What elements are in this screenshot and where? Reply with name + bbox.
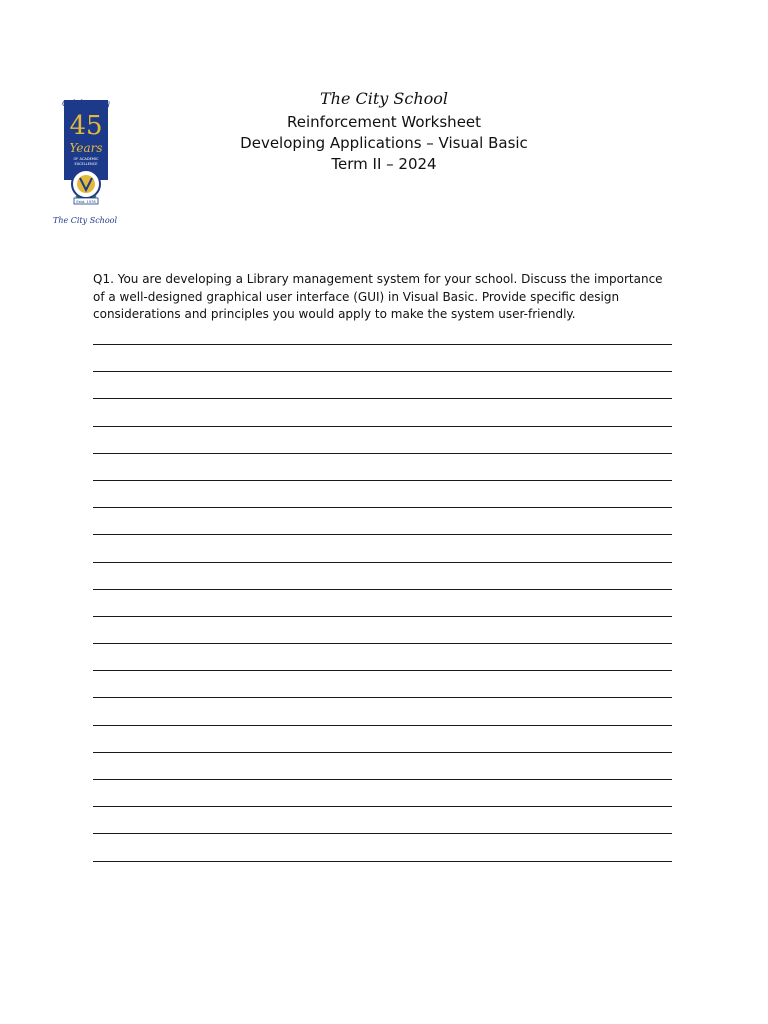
answer-line: [93, 507, 672, 508]
answer-line: [93, 779, 672, 780]
answer-line: [93, 562, 672, 563]
logo-caption: The City School: [52, 216, 118, 225]
answer-line: [93, 752, 672, 753]
answer-line: [93, 534, 672, 535]
answer-line: [93, 371, 672, 372]
answer-line: [93, 589, 672, 590]
term-label: Term II – 2024: [331, 155, 437, 173]
answer-line: [93, 480, 672, 481]
answer-line: [93, 426, 672, 427]
answer-line: [93, 725, 672, 726]
worksheet-title: Reinforcement Worksheet: [286, 113, 482, 131]
answer-line: [93, 616, 672, 617]
subject-title: Developing Applications – Visual Basic: [240, 134, 528, 152]
logo-emblem: [50, 92, 120, 212]
answer-line: [93, 697, 672, 698]
logo-years-text: Years: [69, 141, 103, 155]
answer-line: [93, 670, 672, 671]
logo-est-text: Estd. 1978: [76, 200, 96, 204]
logo-tagline-2: EXCELLENCE: [74, 162, 98, 166]
answer-line: [93, 806, 672, 807]
logo-number-text: 45: [69, 111, 103, 141]
school-logo: [50, 92, 120, 232]
question-1: Q1. You are developing a Library management system for your school. Discuss the importance of a well-designed graphical user interface (GUI) in Visual Basic. Provide specific design considerations and principles you would apply to make the system user-friendly.: [93, 272, 663, 321]
answer-lines: [93, 344, 672, 888]
logo-tagline-1: OF ACADEMIC: [73, 157, 99, 161]
answer-line: [93, 643, 672, 644]
answer-line: [93, 453, 672, 454]
answer-line: [93, 861, 672, 862]
answer-line: [93, 344, 672, 345]
logo-celebrating-text: Celebrating: [62, 99, 110, 108]
answer-line: [93, 833, 672, 834]
worksheet-header: [200, 88, 568, 175]
school-name: The City School: [319, 89, 449, 108]
answer-line: [93, 398, 672, 399]
